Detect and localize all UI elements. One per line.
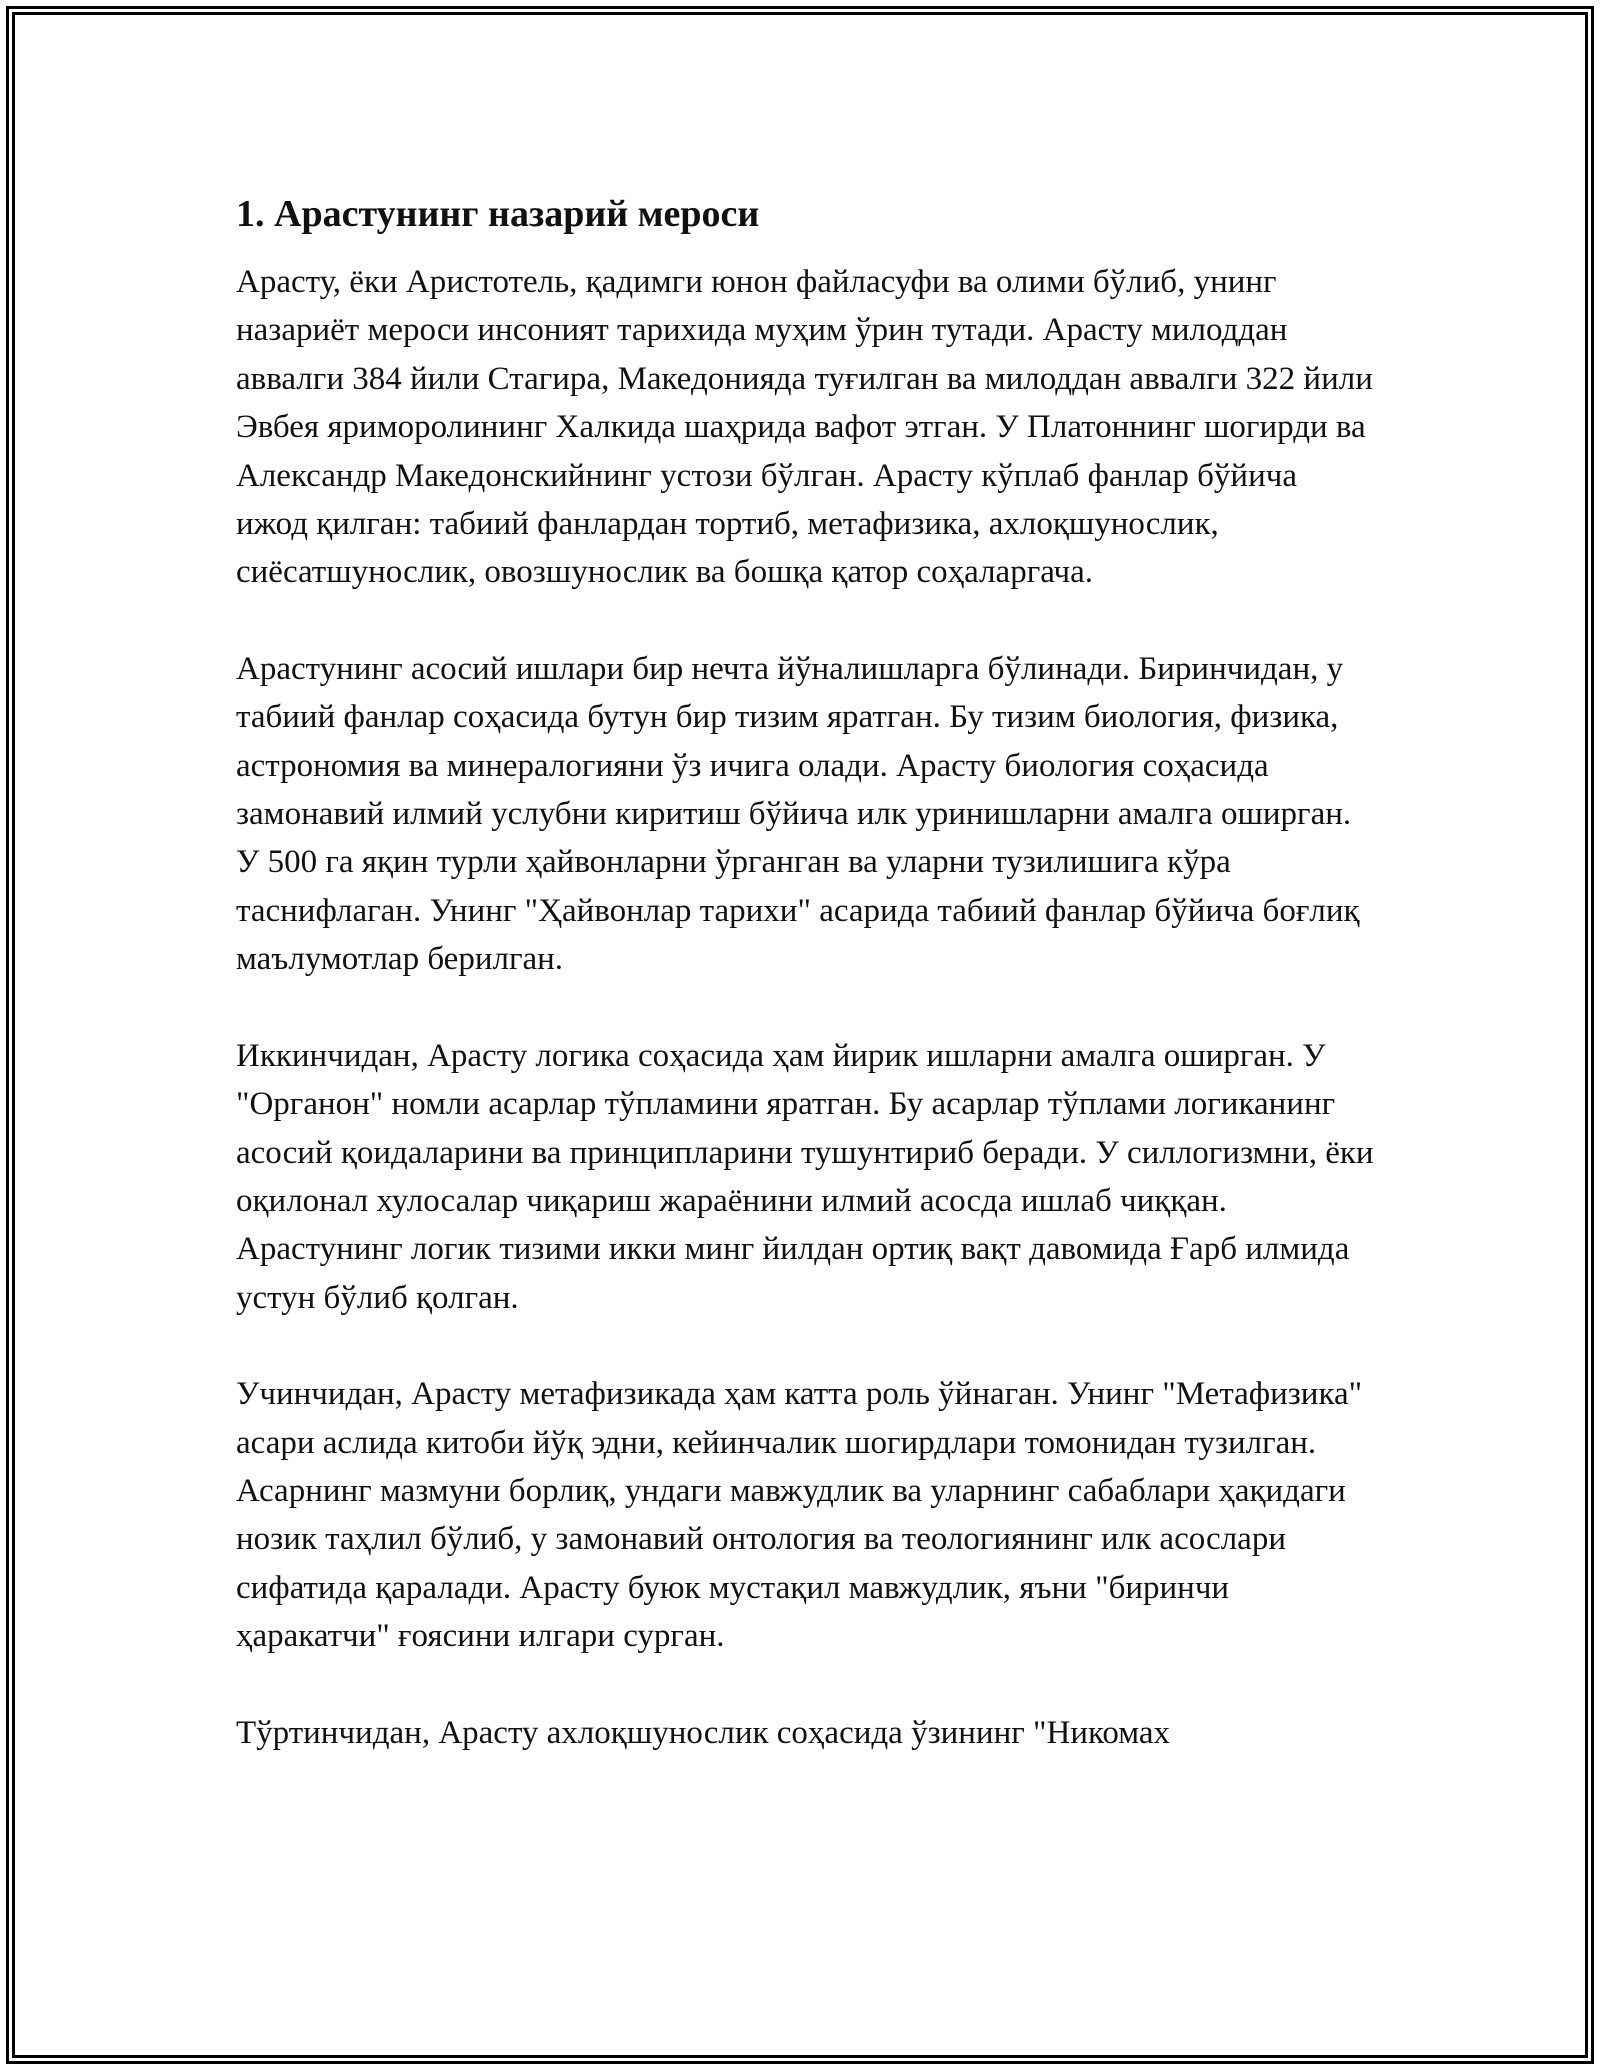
paragraph-2: Арастунинг асосий ишлари бир нечта йўналишларга бўлинади. Биринчидан, у табиий фанлар соҳасида бутун бир тизим яратган. Бу тизим биология, физика, астрономия ва минералогияни ўз ичига олади. Арасту биология соҳасида замонавий илмий услубни киритиш бўйича илк уринишларни амалга оширган. У 500 га яқин турли ҳайвонларни ўрганган ва уларни тузилишига кўра таснифлаган. Унинг "Ҳайвонлар тарихи" асарида табиий фанлар бўйича боғлиқ маълумотлар берилган. — [236, 650, 1360, 978]
document-body — [236, 190, 1376, 1805]
paragraph-4: Учинчидан, Арасту метафизикада ҳам катта роль ўйнаган. Унинг "Метафизика" асари аслида китоби йўқ эдни, кейинчалик шогирдлари томонидан тузилган. Асарнинг мазмуни борлиқ, ундаги мавжудлик ва уларнинг сабаблари ҳақидаги нозик таҳлил бўлиб, у замонавий онтология ва теологиянинг илк асослари сифатида қаралади. Арасту буюк мустақил мавжудлик, яъни "биринчи ҳаракатчи" ғоясини илгари сурган. — [236, 1376, 1363, 1655]
paragraph-3: Иккинчидан, Арасту логика соҳасида ҳам йирик ишларни амалга оширган. У "Органон" номли асарлар тўпламини яратган. Бу асарлар тўплами логиканинг асосий қоидаларини ва принципларини тушунтириб беради. У силлогизмни, ёки оқилонал хулосалар чиқариш жараёнини илмий асосда ишлаб чиққан. Арастунинг логик тизими икки минг йилдан ортиқ вақт давомида Ғарб илмида устун бўлиб қолган. — [236, 1037, 1374, 1316]
section-heading: 1. Арастунинг назарий мероси — [236, 193, 760, 235]
paragraph-1: Арасту, ёки Аристотель, қадимги юнон файласуфи ва олими бўлиб, унинг назариёт мероси инсоният тарихида муҳим ўрин тутади. Арасту милоддан аввалги 384 йили Стагира, Македонияда туғилган ва милоддан аввалги 322 йили Эвбея яриморолининг Халкида шаҳрида вафот этган. У Платоннинг шогирди ва Александр Македонскийнинг устози бўлган. Арасту кўплаб фанлар бўйича ижод қилган: табиий фанлардан тортиб, метафизика, ахлоқшунослик, сиёсатшунослик, овозшунослик ва бошқа қатор соҳаларгача. — [236, 264, 1373, 591]
paragraph-5: Тўртинчидан, Арасту ахлоқшунослик соҳасида ўзининг "Никомах — [236, 1714, 1171, 1751]
